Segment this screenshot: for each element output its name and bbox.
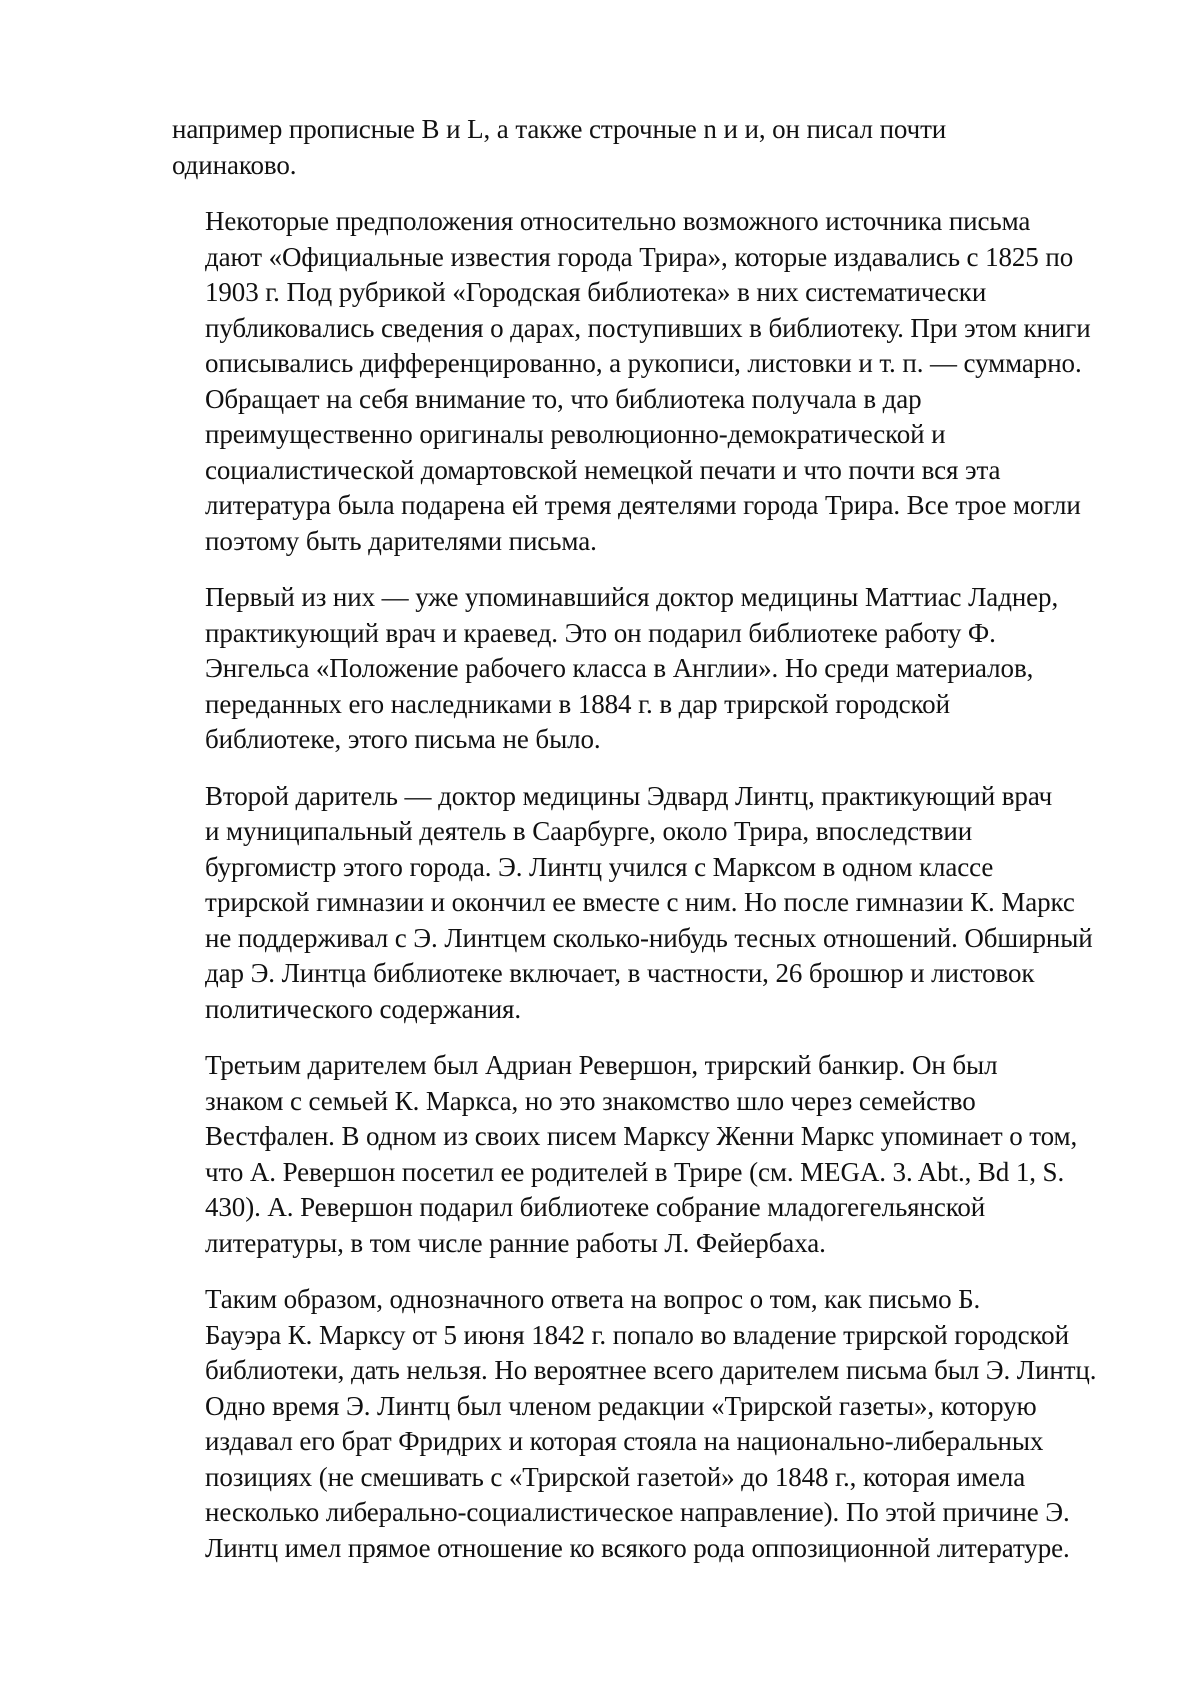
text-line: одинаково.: [172, 149, 297, 180]
text-line: социалистической домартовской немецкой печати и что почти вся эта: [205, 454, 1001, 485]
text-line: библиотеки, дать нельзя. Но вероятнее всего дарителем письма был Э. Линтц.: [205, 1355, 1097, 1385]
text-line: трирской гимназии и окончил ее вместе с ним. Но после гимназии К. Маркс: [205, 887, 1075, 917]
text-line: что А. Ревершон посетил ее родителей в Трире (см. MEGA. 3. Abt., Bd 1, S.: [205, 1156, 1065, 1187]
text-line: и муниципальный деятель в Саарбурге, около Трира, впоследствии: [205, 816, 973, 846]
text-line: практикующий врач и краевед. Это он подарил библиотеке работу Ф.: [205, 617, 996, 648]
paragraph-1: [172, 112, 1134, 183]
text-line: переданных его наследниками в 1884 г. в дар трирской городской: [205, 688, 950, 719]
text-line: дают «Официальные известия города Трира», которые издавались с 1825 по: [205, 241, 1074, 272]
text-line: Линтц имел прямое отношение ко всякого рода оппозиционной литературе.: [205, 1532, 1070, 1563]
paragraph-4: [172, 779, 1134, 1028]
text-line: не поддерживал с Э. Линтцем сколько-нибудь тесных отношений. Обширный: [205, 922, 1093, 953]
paragraph-5: [172, 1048, 1134, 1261]
document-body: [172, 112, 1134, 1587]
text-line: Энгельса «Положение рабочего класса в Англии». Но среди материалов,: [205, 653, 1034, 683]
text-line: преимущественно оригиналы революционно-демократической и: [205, 419, 946, 449]
text-line: бургомистр этого города. Э. Линтц учился с Марксом в одном классе: [205, 851, 994, 882]
text-line: Первый из них — уже упоминавшийся доктор медицины Маттиас Ладнер,: [205, 582, 1059, 612]
text-line: поэтому быть дарителями письма.: [205, 525, 597, 556]
text-line: библиотеке, этого письма не было.: [205, 724, 601, 754]
text-line: позициях (не смешивать с «Трирской газетой» до 1848 г., которая имела: [205, 1461, 1026, 1492]
text-line: Некоторые предположения относительно возможного источника письма: [205, 206, 1031, 236]
text-line: 430). А. Ревершон подарил библиотеке собрание младогегельянской: [205, 1192, 986, 1222]
text-line: несколько либерально-социалистическое направление). По этой причине Э.: [205, 1497, 1070, 1527]
text-line: 1903 г. Под рубрикой «Городская библиотека» в них систематически: [205, 277, 987, 307]
text-line: Одно время Э. Линтц был членом редакции «Трирской газеты», которую: [205, 1390, 1037, 1421]
text-line: политического содержания.: [205, 993, 522, 1024]
paragraph-3: [172, 580, 1134, 758]
text-line: литературы, в том числе ранние работы Л. Фейербаха.: [205, 1227, 826, 1258]
text-line: публиковались сведения о дарах, поступивших в библиотеку. При этом книги: [205, 312, 1091, 343]
text-line: Бауэра К. Марксу от 5 июня 1842 г. попало во владение трирской городской: [205, 1319, 1069, 1350]
text-line: Таким образом, однозначного ответа на вопрос о том, как письмо Б.: [205, 1284, 981, 1314]
text-line: дар Э. Линтца библиотеке включает, в частности, 26 брошюр и листовок: [205, 958, 1035, 988]
text-line: Обращает на себя внимание то, что библиотека получала в дар: [205, 383, 922, 414]
text-line: литература была подарена ей тремя деятелями города Трира. Все трое могли: [205, 490, 1081, 520]
paragraph-2: [172, 204, 1134, 559]
text-line: знаком с семьей К. Маркса, но это знакомство шло через семейство: [205, 1085, 976, 1116]
text-line: например прописные B и L, а также строчные n и и, он писал почти: [172, 114, 947, 144]
text-line: Третьим дарителем был Адриан Ревершон, трирский банкир. Он был: [205, 1050, 998, 1080]
paragraph-6: [172, 1282, 1134, 1566]
text-line: Второй даритель — доктор медицины Эдвард Линтц, практикующий врач: [205, 780, 1053, 811]
text-line: описывались дифференцированно, а рукописи, листовки и т. п. — суммарно.: [205, 348, 1082, 378]
text-line: издавал его брат Фридрих и которая стояла на национально-либеральных: [205, 1426, 1044, 1456]
text-line: Вестфален. В одном из своих писем Марксу Женни Маркс упоминает о том,: [205, 1121, 1078, 1151]
